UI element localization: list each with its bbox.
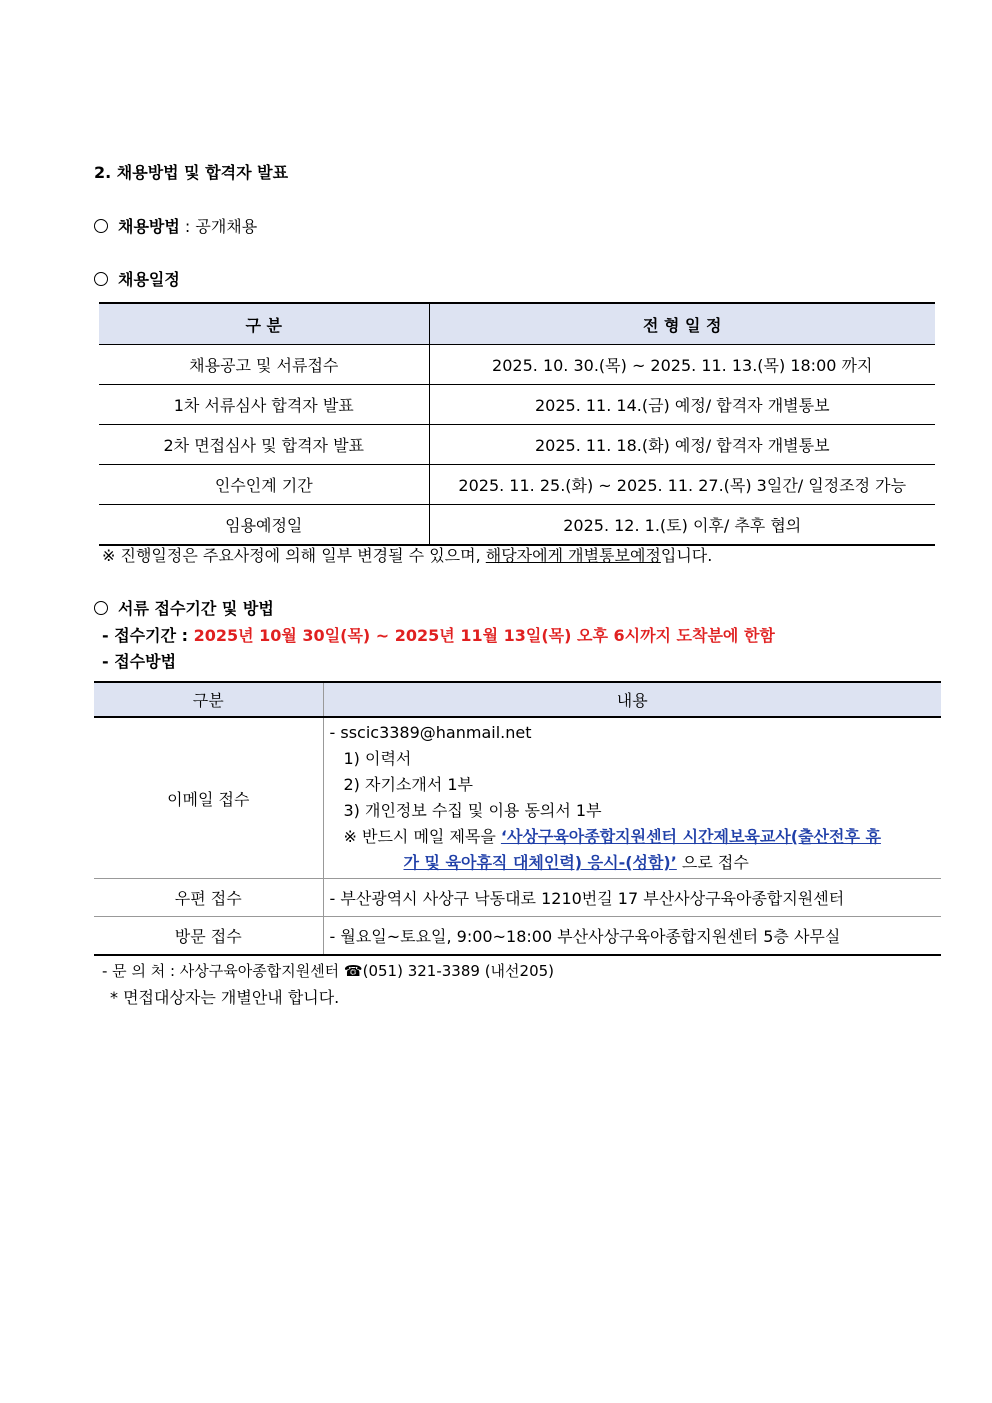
column-header: 구분 bbox=[94, 682, 323, 717]
section-title: 2. 채용방법 및 합격자 발표 bbox=[94, 163, 289, 182]
table-cell: 1차 서류심사 합격자 발표 bbox=[99, 385, 429, 425]
schedule-table bbox=[99, 302, 935, 546]
table-row bbox=[94, 917, 941, 956]
period-label: - 접수기간 : bbox=[102, 626, 194, 645]
table-cell: 2025. 10. 30.(목) ~ 2025. 11. 13.(목) 18:00 까지 bbox=[429, 345, 935, 385]
table-row bbox=[94, 717, 941, 879]
table-cell: - 부산광역시 사상구 낙동대로 1210번길 17 부산사상구육아종합지원센터 bbox=[323, 879, 941, 917]
table-cell: 채용공고 및 서류접수 bbox=[99, 345, 429, 385]
schedule-heading: 채용일정 bbox=[118, 270, 180, 289]
table-cell: 2025. 11. 25.(화) ~ 2025. 11. 27.(목) 3일간/ 일정조정 가능 bbox=[429, 465, 935, 505]
email-subject-title: ‘사상구육아종합지원센터 시간제보육교사(출산전후 휴 bbox=[500, 827, 881, 846]
email-address: - sscic3389@hanmail.net bbox=[329, 723, 532, 742]
note-prefix: ※ 진행일정은 주요사정에 의해 일부 변경될 수 있으며, bbox=[102, 546, 486, 565]
period-value: 2025년 10월 30일(목) ~ 2025년 11월 13일(목) 오후 6시까지 도착분에 한함 bbox=[193, 626, 775, 645]
table-cell: 방문 접수 bbox=[94, 917, 323, 956]
table-cell: 이메일 접수 bbox=[94, 717, 323, 879]
schedule-note bbox=[102, 546, 712, 566]
table-row bbox=[99, 345, 935, 385]
table-cell: 2025. 11. 14.(금) 예정/ 합격자 개별통보 bbox=[429, 385, 935, 425]
column-header: 내용 bbox=[323, 682, 941, 717]
schedule-heading-line bbox=[94, 270, 180, 290]
method-value: : 공개채용 bbox=[184, 217, 258, 236]
table-header-row bbox=[99, 303, 935, 345]
table-row bbox=[99, 505, 935, 546]
note-suffix: 으로 접수 bbox=[676, 853, 749, 872]
period-line bbox=[102, 626, 775, 646]
column-header: 구 분 bbox=[99, 303, 429, 345]
column-header: 전 형 일 정 bbox=[429, 303, 935, 345]
table-row bbox=[99, 385, 935, 425]
interview-note: * 면접대상자는 개별안내 합니다. bbox=[110, 988, 340, 1007]
email-subject-note-cont bbox=[330, 850, 942, 876]
table-cell: 2025. 12. 1.(토) 이후/ 추후 협의 bbox=[563, 516, 802, 535]
submission-heading-line bbox=[94, 599, 274, 619]
note-underline: 해당자에게 개별통보예정 bbox=[485, 546, 661, 565]
table-cell: - 월요일~토요일, 9:00~18:00 부산사상구육아종합지원센터 5층 사무실 bbox=[329, 927, 841, 946]
circle-bullet-icon bbox=[94, 272, 108, 286]
submission-heading: 서류 접수기간 및 방법 bbox=[118, 599, 274, 618]
circle-bullet-icon bbox=[94, 219, 108, 233]
table-row bbox=[99, 425, 935, 465]
list-item: 2) 자기소개서 1부 bbox=[343, 775, 474, 794]
table-cell: 우편 접수 bbox=[94, 879, 323, 917]
table-cell: 임용예정일 bbox=[99, 505, 429, 546]
email-subject-note bbox=[330, 824, 942, 850]
circle-bullet-icon bbox=[94, 601, 108, 615]
email-detail-cell bbox=[323, 717, 941, 879]
table-row bbox=[99, 465, 935, 505]
list-item: 3) 개인정보 수집 및 이용 동의서 1부 bbox=[343, 801, 602, 820]
note-prefix: ※ 반드시 메일 제목을 bbox=[343, 827, 501, 846]
method-label: 채용방법 bbox=[118, 217, 180, 236]
table-cell: 2차 면접심사 및 합격자 발표 bbox=[99, 425, 429, 465]
note-suffix: 입니다. bbox=[660, 546, 713, 565]
table-header-row bbox=[94, 682, 941, 717]
table-cell: 인수인계 기간 bbox=[99, 465, 429, 505]
contact-line: - 문 의 처 : 사상구육아종합지원센터 ☎(051) 321-3389 (내선205) bbox=[102, 962, 555, 980]
method-line bbox=[94, 217, 257, 237]
receipt-table bbox=[94, 681, 941, 956]
method-label-line: - 접수방법 bbox=[102, 652, 177, 671]
list-item: 1) 이력서 bbox=[343, 749, 412, 768]
table-row bbox=[94, 879, 941, 917]
table-cell: 2025. 11. 18.(화) 예정/ 합격자 개별통보 bbox=[429, 425, 935, 465]
email-subject-title-cont: 가 및 육아휴직 대체인력) 응시-(성함)’ bbox=[403, 853, 677, 872]
